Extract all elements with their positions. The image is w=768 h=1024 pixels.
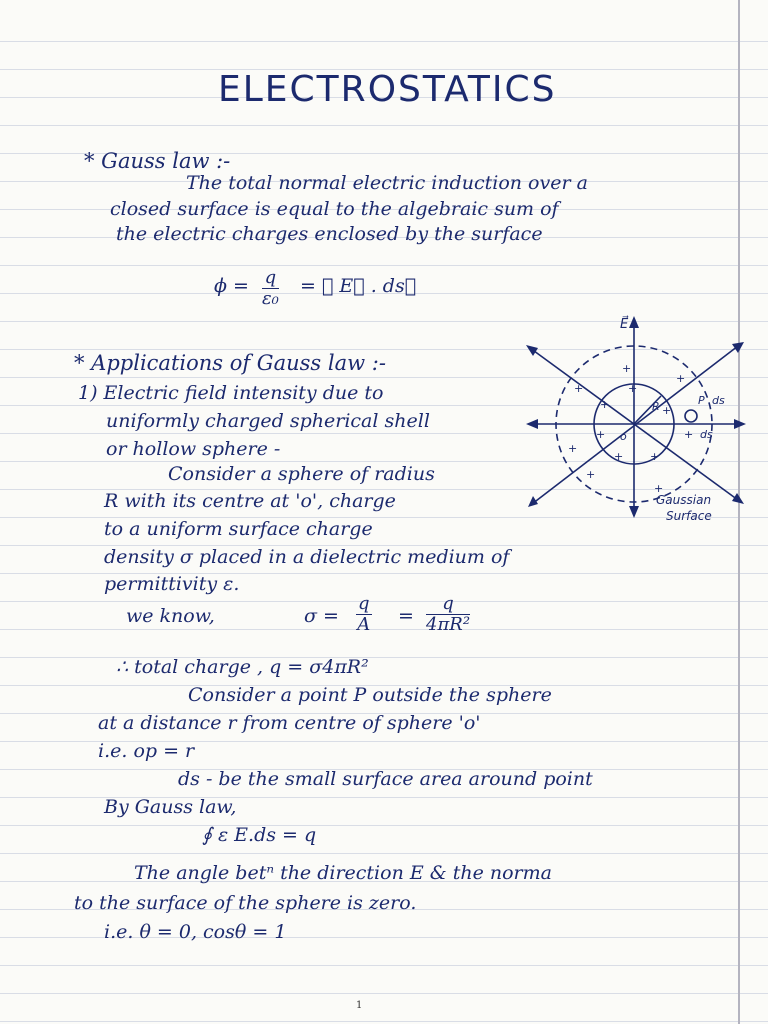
- charge-plus-1: +: [600, 398, 610, 411]
- radius-label: R: [652, 400, 660, 413]
- arrowhead-up: [629, 316, 639, 328]
- arrowhead-upper-left: [526, 345, 538, 356]
- page-title: ELECTROSTATICS: [218, 69, 557, 110]
- gauss-formula-lhs: ϕ =: [214, 275, 249, 297]
- rest-line-7: ∮ ε E.ds = q: [202, 824, 317, 846]
- body-line-5: permittivity ε.: [104, 573, 240, 595]
- gauss-plus-3: +: [568, 442, 578, 455]
- charge-plus-4: +: [596, 428, 606, 441]
- ds-label-bottom: ds: [700, 428, 713, 441]
- gaussian-caption-line-1: Gaussian: [656, 493, 712, 507]
- sigma-fraction-1: [356, 594, 372, 635]
- e-field-label: E⃗: [620, 317, 629, 332]
- centre-label: o: [620, 430, 627, 443]
- gauss-line-3: the electric charges enclosed by the surface: [116, 223, 543, 245]
- sigma-fraction-2-numerator: q: [426, 594, 470, 615]
- rest-line-3: at a distance r from centre of sphere 'o': [98, 712, 481, 734]
- charge-plus-2: +: [628, 382, 638, 395]
- sigma-lhs: σ =: [304, 605, 339, 627]
- we-know-label: we know,: [126, 605, 215, 627]
- body-line-1: Consider a sphere of radius: [168, 463, 435, 485]
- gauss-plus-4: +: [586, 468, 596, 481]
- sigma-fraction-1-denominator: A: [357, 614, 371, 635]
- body-line-4: density σ placed in a dielectric medium of: [104, 546, 510, 568]
- application-item-1-line-2: uniformly charged spherical shell: [106, 410, 430, 432]
- field-line-diagonal-2: [532, 346, 738, 504]
- arrowhead-left: [526, 419, 538, 429]
- gauss-formula-rhs: = ∮ E⃗ . ds⃗: [300, 275, 417, 297]
- sigma-fraction-1-numerator: q: [358, 593, 370, 614]
- gauss-plus-5: +: [654, 482, 664, 495]
- rest-line-6: By Gauss law,: [104, 796, 237, 818]
- ds-label-top: ds: [712, 394, 725, 407]
- rest-line-8: The angle betⁿ the direction E & the norma: [134, 862, 552, 884]
- charge-plus-6: +: [650, 450, 660, 463]
- rest-line-9: to the surface of the sphere is zero.: [74, 892, 417, 914]
- arrowhead-upper-right: [732, 342, 744, 353]
- gauss-plus-2: +: [676, 372, 686, 385]
- gauss-plus-7: +: [622, 362, 632, 375]
- charge-plus-3: +: [662, 404, 672, 417]
- gauss-formula-fraction: [262, 268, 279, 309]
- page-number: 1: [356, 1000, 363, 1011]
- application-item-1-line-1: 1) Electric field intensity due to: [78, 382, 384, 404]
- gauss-formula-denominator: ε₀: [262, 288, 279, 309]
- point-p-label: P: [698, 394, 705, 407]
- gaussian-caption-line-2: Surface: [666, 509, 712, 523]
- arrowhead-down: [629, 506, 639, 518]
- sigma-fraction-2: [426, 594, 470, 635]
- gaussian-surface-diagram: [516, 312, 756, 532]
- body-line-3: to a uniform surface charge: [104, 518, 373, 540]
- total-charge-line: ∴ total charge , q = σ4πR²: [116, 656, 369, 678]
- sigma-equals: =: [398, 605, 414, 627]
- point-p-marker: [685, 410, 697, 422]
- rest-line-5: ds - be the small surface area around point: [178, 768, 593, 790]
- gauss-formula-numerator: q: [262, 268, 279, 289]
- arrowhead-right: [734, 419, 746, 429]
- rest-line-10: i.e. θ = 0, cosθ = 1: [104, 921, 287, 943]
- gauss-law-heading: * Gauss law :-: [84, 149, 231, 173]
- arrowhead-lower-right: [732, 493, 744, 504]
- gauss-line-1: The total normal electric induction over a: [186, 172, 588, 194]
- application-item-1-line-3: or hollow sphere -: [106, 438, 281, 460]
- body-line-2: R with its centre at 'o', charge: [104, 490, 396, 512]
- rest-line-4: i.e. op = r: [98, 740, 195, 762]
- sigma-fraction-2-denominator: 4πR²: [426, 614, 471, 635]
- charge-plus-5: +: [614, 450, 624, 463]
- gauss-line-2: closed surface is equal to the algebraic sum of: [110, 198, 559, 220]
- applications-heading: * Applications of Gauss law :-: [74, 351, 386, 375]
- gauss-plus-6: +: [684, 428, 694, 441]
- gauss-plus-1: +: [574, 382, 584, 395]
- rest-line-2: Consider a point P outside the sphere: [188, 684, 552, 706]
